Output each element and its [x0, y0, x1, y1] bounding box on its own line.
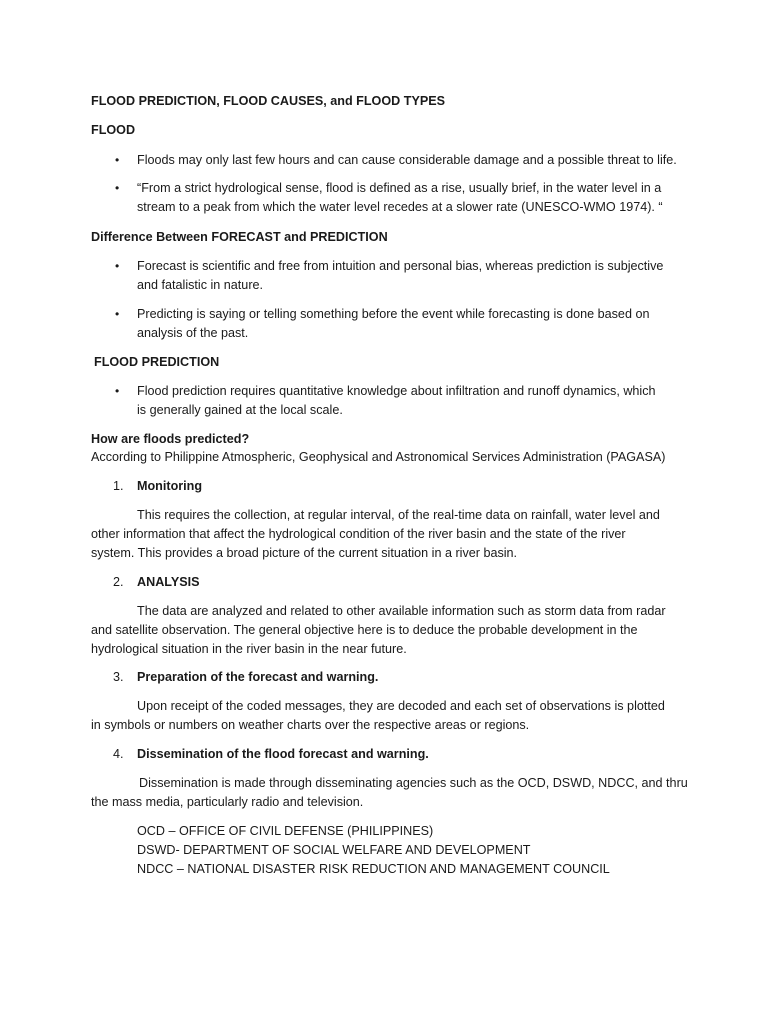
step-number: 3.	[113, 670, 124, 684]
flood-prediction-heading: FLOOD PREDICTION	[94, 355, 220, 369]
step-title: Dissemination of the flood forecast and warning.	[137, 747, 429, 761]
step-1-line-2: other information that affect the hydrological condition of the river basin and the state of the river	[91, 527, 626, 541]
bullet-marker: •	[115, 259, 120, 273]
difference-bullet-2-line-2: analysis of the past.	[137, 326, 249, 340]
difference-heading: Difference Between FORECAST and PREDICTION	[91, 230, 388, 244]
step-2-line-2: and satellite observation. The general objective here is to deduce the probable development in the	[91, 623, 638, 637]
flood-bullet-1-line-1: Floods may only last few hours and can cause considerable damage and a possible threat to life.	[137, 153, 677, 167]
step-3-line-1: Upon receipt of the coded messages, they are decoded and each set of observations is plotted	[137, 699, 665, 713]
acronym-dswd: DSWD- DEPARTMENT OF SOCIAL WELFARE AND DEVELOPMENT	[137, 843, 531, 857]
step-3-line-2: in symbols or numbers on weather charts over the respective areas or regions.	[91, 718, 530, 732]
prediction-bullet-1-line-2: is generally gained at the local scale.	[137, 403, 343, 417]
step-4-line-2: the mass media, particularly radio and television.	[91, 795, 364, 809]
step-title: ANALYSIS	[137, 575, 200, 589]
how-heading: How are floods predicted?	[91, 432, 250, 446]
bullet-marker: •	[115, 384, 120, 398]
flood-bullet-2-line-2: stream to a peak from which the water level recedes at a slower rate (UNESCO-WMO 1974). “	[137, 200, 663, 214]
according-line: According to Philippine Atmospheric, Geophysical and Astronomical Services Administration (PAGASA)	[91, 450, 666, 464]
step-4-line-1: Dissemination is made through disseminating agencies such as the OCD, DSWD, NDCC, and thru	[139, 776, 688, 790]
step-number: 4.	[113, 747, 124, 761]
prediction-bullet-1-line-1: Flood prediction requires quantitative knowledge about infiltration and runoff dynamics, which	[137, 384, 656, 398]
bullet-marker: •	[115, 307, 120, 321]
document-title: FLOOD PREDICTION, FLOOD CAUSES, and FLOOD TYPES	[91, 94, 446, 108]
step-2-line-1: The data are analyzed and related to other available information such as storm data from radar	[137, 604, 666, 618]
flood-bullet-2-line-1: “From a strict hydrological sense, flood is defined as a rise, usually brief, in the water level in a	[137, 181, 662, 195]
bullet-marker: •	[115, 153, 120, 167]
step-1-line-1: This requires the collection, at regular interval, of the real-time data on rainfall, water level and	[137, 508, 660, 522]
bullet-marker: •	[115, 181, 120, 195]
difference-bullet-2-line-1: Predicting is saying or telling something before the event while forecasting is done based on	[137, 307, 650, 321]
difference-bullet-1-line-1: Forecast is scientific and free from intuition and personal bias, whereas prediction is subjective	[137, 259, 664, 273]
step-number: 1.	[113, 479, 124, 493]
step-2-line-3: hydrological situation in the river basin in the near future.	[91, 642, 407, 656]
step-title: Preparation of the forecast and warning.	[137, 670, 379, 684]
step-title: Monitoring	[137, 479, 203, 493]
acronym-ocd: OCD – OFFICE OF CIVIL DEFENSE (PHILIPPINES)	[137, 824, 434, 838]
flood-heading: FLOOD	[91, 123, 136, 137]
step-number: 2.	[113, 575, 124, 589]
difference-bullet-1-line-2: and fatalistic in nature.	[137, 278, 264, 292]
step-1-line-3: system. This provides a broad picture of the current situation in a river basin.	[91, 546, 518, 560]
acronym-ndcc: NDCC – NATIONAL DISASTER RISK REDUCTION AND MANAGEMENT COUNCIL	[137, 862, 610, 876]
